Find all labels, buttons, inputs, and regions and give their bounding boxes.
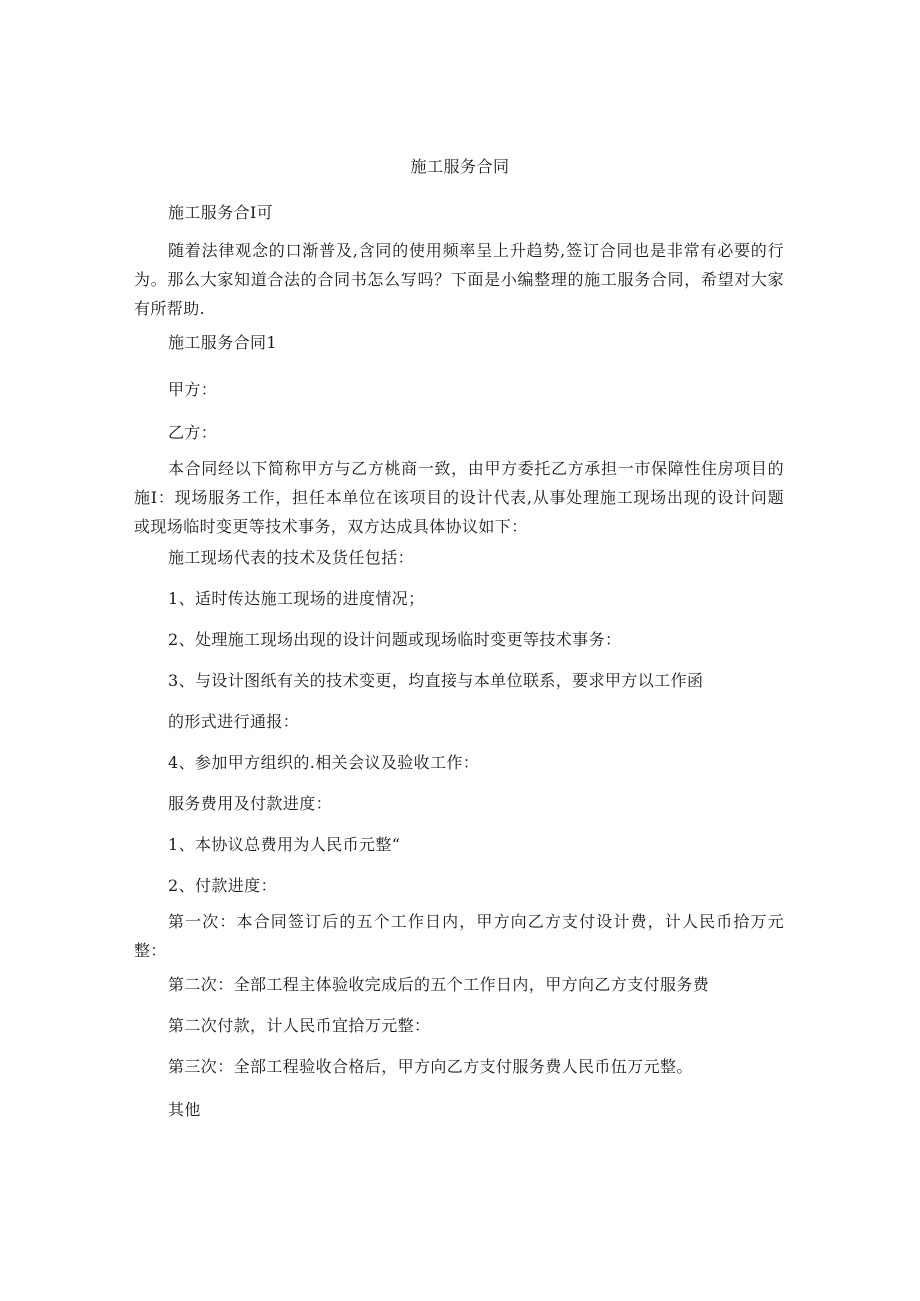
list-item: 2、付款进度： xyxy=(168,876,277,895)
paragraph-subtitle: 施工服务合I可 xyxy=(168,203,274,222)
paragraph-other-heading: 其他 xyxy=(168,1100,201,1119)
list-item: 1、适时传达施工现场的进度情况； xyxy=(168,589,425,608)
paragraph-payment-first: 第一次：本合同签订后的五个工作日内，甲方向乙方支付设计费，计人民币拾万元整： xyxy=(134,912,784,960)
list-item: 1、本协议总费用为人民币元整“ xyxy=(168,835,401,854)
paragraph-responsibilities-heading: 施工现场代表的技术及货任包括： xyxy=(168,548,415,567)
list-item: 2、处理施工现场出现的设计问题或现场临时变更等技术事务： xyxy=(168,630,622,649)
paragraph-section-heading: 施工服务合同1 xyxy=(168,333,277,352)
paragraph-payment-third: 第三次：全部工程验收合格后，甲方向乙方支付服务费人民币伍万元整。 xyxy=(168,1057,693,1076)
paragraph-fees-heading: 服务费用及付款进度： xyxy=(168,794,333,813)
list-item-continuation: 的形式进行通报： xyxy=(168,712,300,731)
paragraph-intro: 随着法律观念的口渐普及,含同的使用频率呈上升趋势,签订合同也是非常有必要的行为。那么大家知道合法的合同书怎么写吗？下面是小编整理的施工服务合同，希望对大家有所帮助. xyxy=(134,241,784,318)
paragraph-payment-second-amount: 第二次付款，计人民币宜拾万元整： xyxy=(168,1016,431,1035)
paragraph-agreement: 本合同经以下简称甲方与乙方桃商一致，由甲方委托乙方承担一市保障性住房项目的施I：现场服务工作，担任本单位在该项目的设计代表,从事处理施工现场出现的设计问题或现场临时变更等技术事务，双方达成具体协议如下： xyxy=(134,459,784,536)
paragraph-party-a: 甲方： xyxy=(168,380,218,399)
paragraph-payment-second: 第二次：全部工程主体验收完成后的五个工作日内，甲方向乙方支付服务费 xyxy=(168,975,710,994)
list-item: 3、与设计图纸有关的技术变更，均直接与本单位联系，要求甲方以工作函 xyxy=(168,671,704,690)
document-title: 施工服务合同 xyxy=(410,157,510,176)
paragraph-party-b: 乙方： xyxy=(168,423,218,442)
list-item: 4、参加甲方组织的.相关会议及验收工作： xyxy=(168,753,480,772)
